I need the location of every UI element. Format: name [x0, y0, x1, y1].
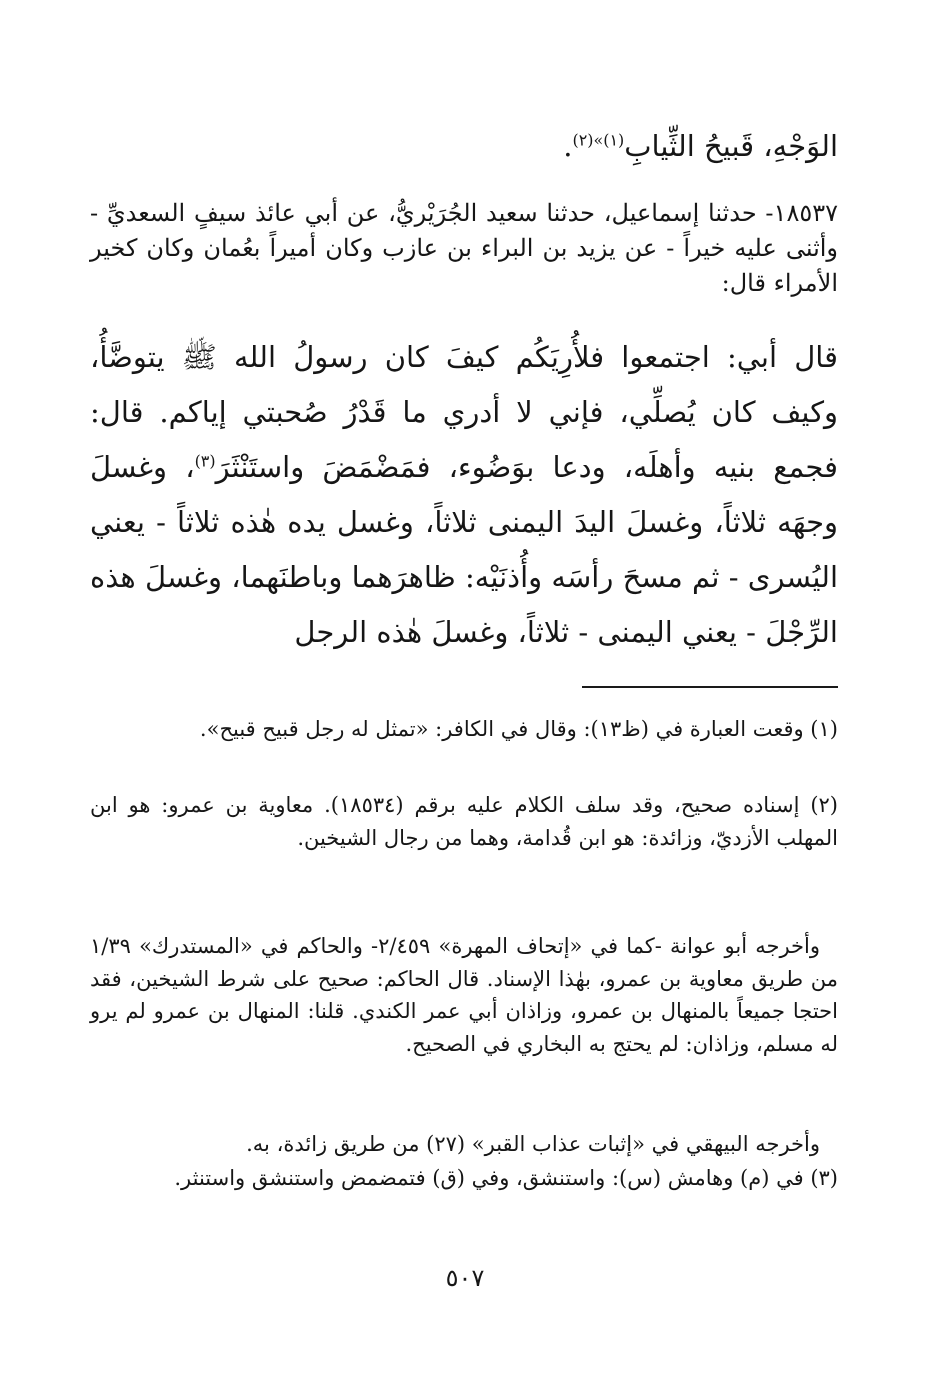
footnote-3: (٣) في (م) وهامش (س): واستنشق، وفي (ق) فتمضمض واستنشق واستنثر.	[174, 1166, 838, 1190]
footnote-2-takhrij: وأخرجه أبو عوانة -كما في «إتحاف المهرة» ٢/٤٥٩- والحاكم في «المستدرك» ١/٣٩ من طريق معاوية بن عمرو، بهٰذا الإسناد. قال الحاكم: صحيح على شرط الشيخين، فقد احتجا جميعاً بالمنهال بن عمرو، وزاذان أبي عمر الكندي. قلنا: المنهال بن عمرو لم يرو له مسلم، وزاذان: لم يحتج به البخاري في الصحيح.	[90, 934, 838, 1056]
footnote-marker-3: (٣)	[194, 451, 216, 471]
footnote-2-takhrij-bayhaqi: وأخرجه البيهقي في «إثبات عذاب القبر» (٢٧) من طريق زائدة، به.	[246, 1132, 820, 1156]
footnote-markers: (١)»(٢)	[572, 130, 625, 150]
hadith-isnad: ١٨٥٣٧- حدثنا إسماعيل، حدثنا سعيد الجُرَيْريُّ، عن أبي عائذ سيفٍ السعديِّ - وأثنى عليه خيراً - عن يزيد بن البراء بن عازب وكان أميراً بعُمان وكان كخير الأمراء قال:	[90, 199, 838, 297]
continuation-end: .	[563, 129, 573, 163]
footnote-separator	[582, 686, 838, 688]
footnote-1: (١) وقعت العبارة في (ظ١٣): وقال في الكافر: «تمثل له رجل قبيح قبيح».	[199, 717, 838, 741]
matn-text-part2: ، وغسلَ وجهَه ثلاثاً، وغسلَ اليدَ اليمنى ثلاثاً، وغسل يده هٰذه ثلاثاً - يعني اليُسرى - ثم مسحَ رأسَه وأُذنَيْه: ظاهرَهما وباطنَهما، وغسلَ هذه الرِّجْلَ - يعني اليمنى - ثلاثاً، وغسلَ هٰذه الرجل	[90, 450, 838, 649]
matn-text-part1: قال أبي: اجتمعوا فلأُرِيَكُم كيفَ كان رسولُ الله ﷺ يتوضَّأُ، وكيف كان يُصلِّي، فإني لا أدري ما قَدْرُ صُحبتي إياكم. قال: فجمع بنيه وأهلَه، ودعا بوَضُوء، فمَضْمَضَ واستَنْثَرَ	[90, 340, 838, 484]
continuation-line	[90, 124, 838, 168]
footnote-2: (٢) إسناده صحيح، وقد سلف الكلام عليه برقم (١٨٥٣٤). معاوية بن عمرو: هو ابن المهلب الأزديّ، وزائدة: هو ابن قُدامة، وهما من رجال الشيخين.	[90, 793, 838, 850]
continuation-text: الوَجْهِ، قَبيحُ الثِّيابِ	[624, 129, 838, 163]
hadith-matn	[90, 330, 838, 660]
page-number: ٥٠٧	[445, 1264, 485, 1292]
